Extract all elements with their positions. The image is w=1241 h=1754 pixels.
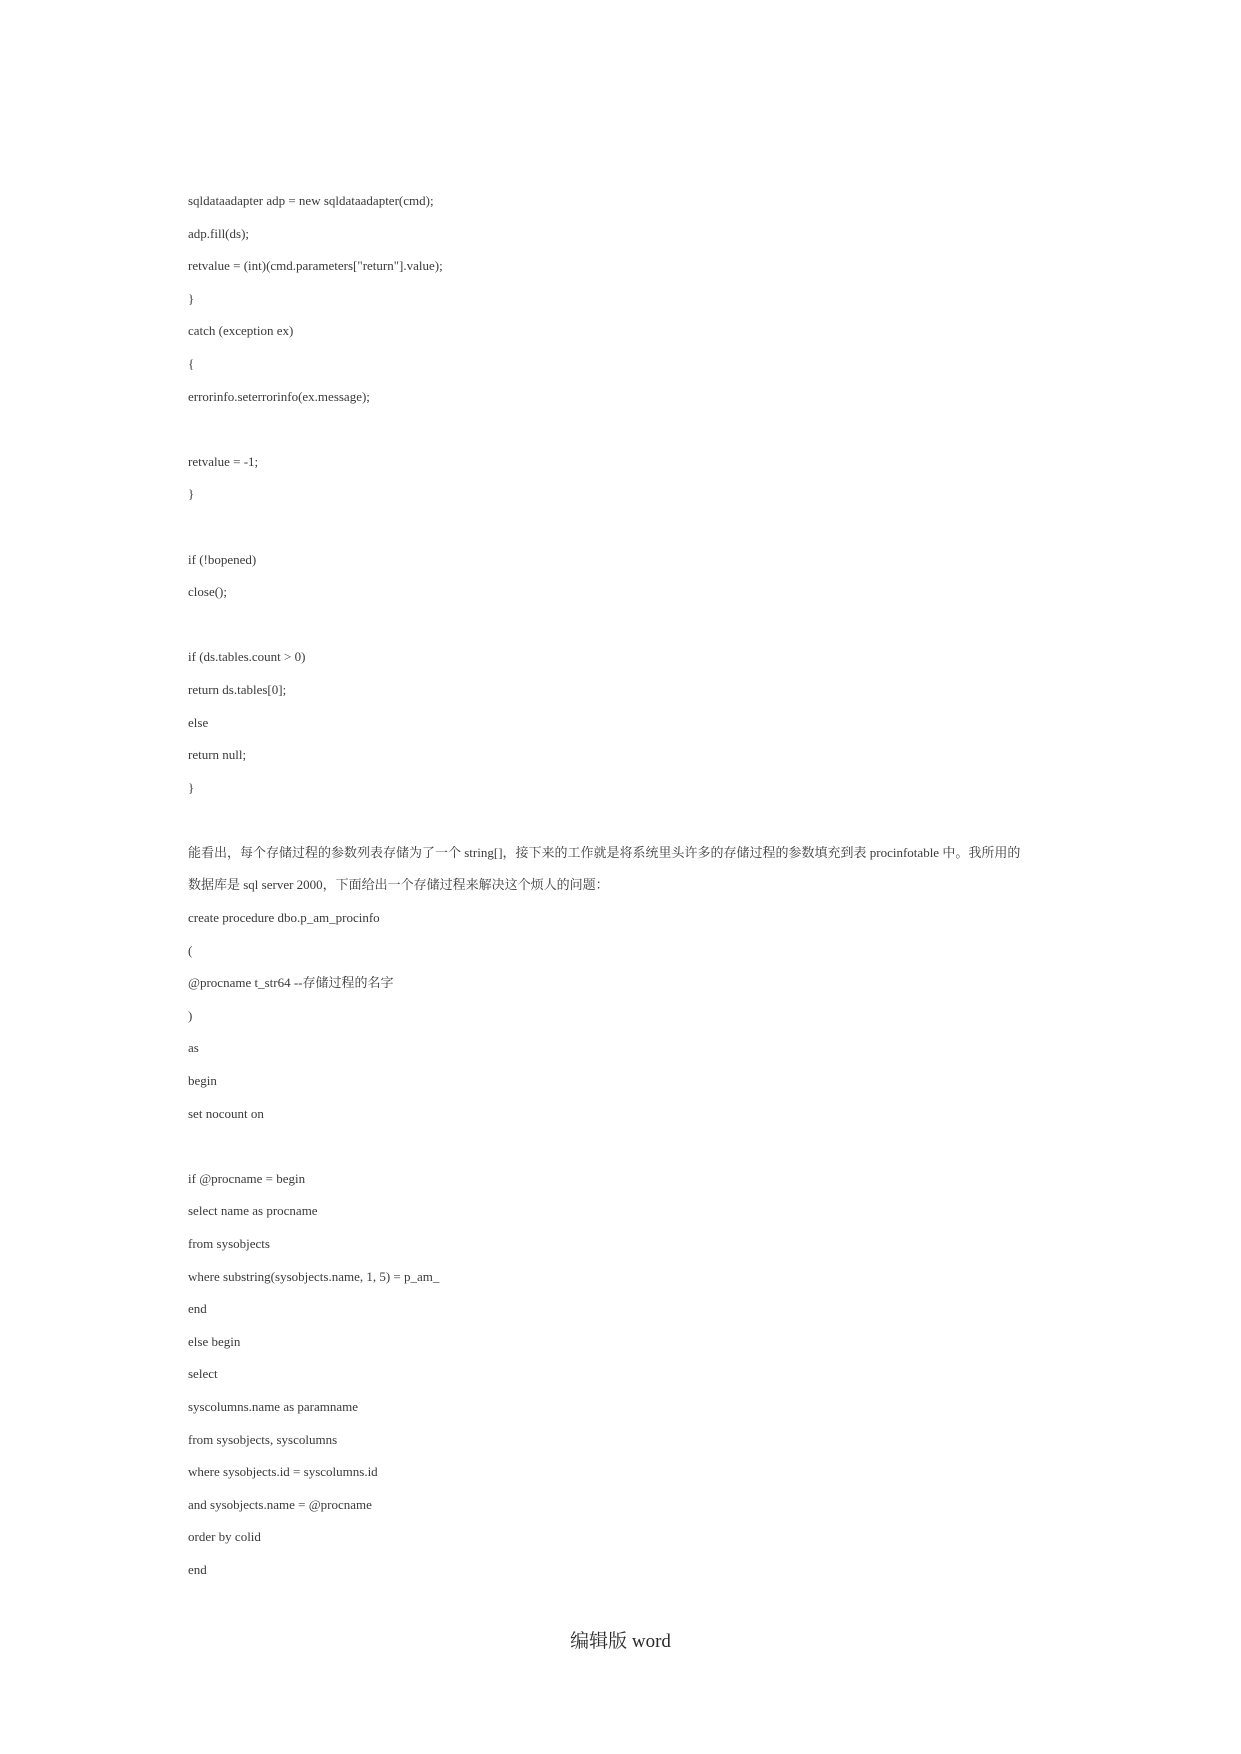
text-line: { — [188, 355, 195, 371]
text-line: where substring(sysobjects.name, 1, 5) = p_am_ — [188, 1268, 440, 1284]
text-line: sqldataadapter adp = new sqldataadapter(cmd); — [188, 193, 434, 208]
text-line: end — [188, 1301, 207, 1317]
text-line: else — [188, 714, 209, 730]
text-line: adp.fill(ds); — [188, 225, 250, 241]
text-line: select name as procname — [188, 1203, 318, 1219]
page-footer: 编辑版 word — [570, 1631, 671, 1652]
blank-line — [188, 612, 1058, 645]
blank-line — [188, 807, 1058, 840]
text-line: errorinfo.seterrorinfo(ex.message); — [188, 388, 370, 404]
text-line: select — [188, 1366, 218, 1382]
text-line: order by colid — [188, 1529, 261, 1545]
text-line: close(); — [188, 584, 227, 600]
text-line: from sysobjects, syscolumns — [188, 1431, 338, 1447]
blank-line — [188, 514, 1058, 547]
text-line: } — [188, 486, 195, 502]
text-line: catch (exception ex) — [188, 323, 294, 339]
text-line: 数据库是 sql server 2000，下面给出一个存储过程来解决这个烦人的问题： — [188, 877, 609, 893]
text-line: from sysobjects — [188, 1236, 270, 1251]
text-line: 能看出，每个存储过程的参数列表存储为了一个 string[]，接下来的工作就是将系统里头许多的存储过程的参数填充到表 procinfotable 中。我所用的 — [188, 844, 1021, 860]
text-line: } — [188, 290, 195, 306]
text-line: return ds.tables[0]; — [188, 681, 287, 697]
text-line: else begin — [188, 1333, 241, 1349]
text-line: as — [188, 1040, 199, 1056]
text-line: and sysobjects.name = @procname — [188, 1496, 372, 1512]
blank-line — [188, 1133, 1058, 1166]
text-line: retvalue = -1; — [188, 453, 259, 469]
text-line: retvalue = (int)(cmd.parameters["return"].value); — [188, 258, 443, 274]
text-line: ( — [188, 942, 193, 958]
document-body — [188, 188, 1058, 1590]
text-line: @procname t_str64 --存储过程的名字 — [188, 975, 394, 991]
text-line: if @procname = begin — [188, 1170, 306, 1186]
text-line: return null; — [188, 747, 247, 763]
text-line: begin — [188, 1073, 217, 1089]
text-line: syscolumns.name as paramname — [188, 1398, 359, 1414]
blank-line — [188, 416, 1058, 449]
text-line: where sysobjects.id = syscolumns.id — [188, 1464, 378, 1480]
text-line: if (ds.tables.count > 0) — [188, 649, 306, 665]
text-line: set nocount on — [188, 1105, 264, 1121]
text-line: } — [188, 779, 195, 795]
text-line: ) — [188, 1007, 193, 1023]
text-line: create procedure dbo.p_am_procinfo — [188, 910, 380, 926]
text-line: end — [188, 1561, 207, 1577]
text-line: if (!bopened) — [188, 551, 257, 567]
